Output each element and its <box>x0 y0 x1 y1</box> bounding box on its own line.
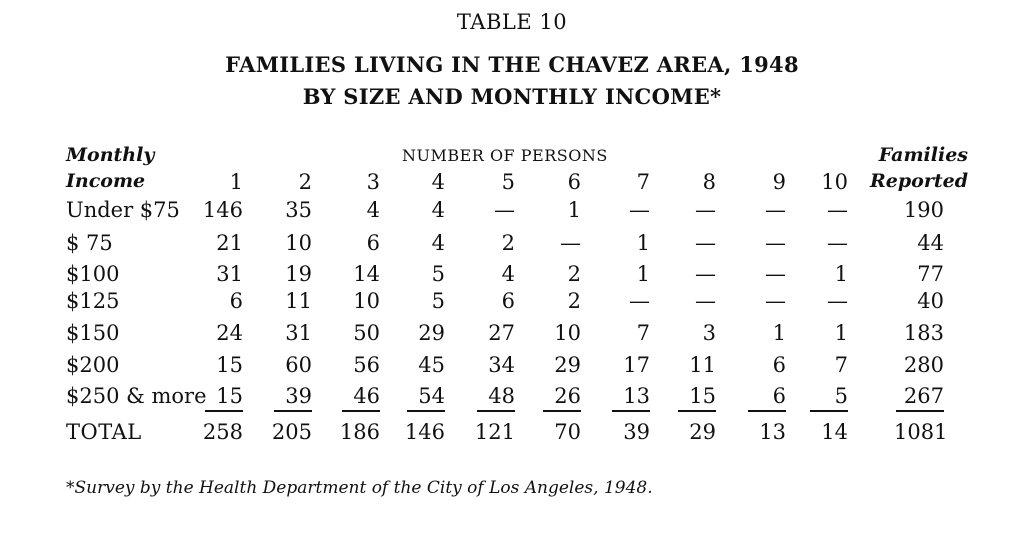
table-cell: — <box>695 289 716 313</box>
total-rule <box>748 410 786 412</box>
total-cell: 70 <box>554 420 581 444</box>
total-cell: 13 <box>759 420 786 444</box>
total-rule <box>543 410 581 412</box>
table-number: TABLE 10 <box>456 10 568 34</box>
table-cell: — <box>629 198 650 222</box>
column-header: 5 <box>501 170 515 194</box>
income-header-line2: Income <box>66 170 146 192</box>
table-cell: 26 <box>554 384 581 408</box>
total-rule <box>274 410 312 412</box>
reported-cell: 77 <box>917 262 944 286</box>
reported-cell: 40 <box>917 289 944 313</box>
table-cell: 6 <box>366 231 380 255</box>
row-label: $150 <box>66 321 120 345</box>
table-cell: 1 <box>636 231 650 255</box>
table-cell: 19 <box>285 262 312 286</box>
total-cell: 14 <box>821 420 848 444</box>
table-cell: 7 <box>834 353 848 377</box>
table-cell: — <box>827 289 848 313</box>
table-cell: 5 <box>834 384 848 408</box>
reported-header-line1: Families <box>878 144 968 166</box>
table-cell: — <box>695 262 716 286</box>
row-label: $ 75 <box>66 231 113 255</box>
income-header-line1: Monthly <box>66 144 155 166</box>
footnote: *Survey by the Health Department of the City of Los Angeles, 1948. <box>66 478 653 498</box>
row-label: $200 <box>66 353 120 377</box>
table-cell: 50 <box>353 321 380 345</box>
total-cell: 39 <box>623 420 650 444</box>
column-header: 7 <box>636 170 650 194</box>
table-cell: 4 <box>501 262 515 286</box>
table-cell: 13 <box>623 384 650 408</box>
table-title: FAMILIES LIVING IN THE CHAVEZ AREA, 1948 <box>225 52 799 77</box>
table-cell: 1 <box>636 262 650 286</box>
table-cell: 21 <box>216 231 243 255</box>
row-label: $100 <box>66 262 120 286</box>
reported-cell: 44 <box>917 231 944 255</box>
table-cell: 4 <box>431 231 445 255</box>
total-rule <box>342 410 380 412</box>
table-cell: 60 <box>285 353 312 377</box>
total-rule <box>678 410 716 412</box>
table-cell: 15 <box>689 384 716 408</box>
table-cell: 17 <box>623 353 650 377</box>
table-cell: 31 <box>285 321 312 345</box>
total-label: TOTAL <box>66 420 142 444</box>
table-cell: 6 <box>501 289 515 313</box>
table-cell: 6 <box>229 289 243 313</box>
column-header: 8 <box>702 170 716 194</box>
table-cell: 35 <box>285 198 312 222</box>
row-label: $250 & more <box>66 384 207 408</box>
table-cell: — <box>629 289 650 313</box>
column-header: 9 <box>772 170 786 194</box>
table-cell: 6 <box>772 353 786 377</box>
table-cell: 10 <box>285 231 312 255</box>
table-cell: 27 <box>488 321 515 345</box>
table-cell: — <box>695 231 716 255</box>
table-cell: 11 <box>285 289 312 313</box>
table-cell: 24 <box>216 321 243 345</box>
total-rule <box>407 410 445 412</box>
table-subtitle: BY SIZE AND MONTHLY INCOME* <box>302 84 722 109</box>
reported-cell: 280 <box>903 353 944 377</box>
table-cell: — <box>765 289 786 313</box>
table-cell: 15 <box>216 353 243 377</box>
column-header: 6 <box>567 170 581 194</box>
table-cell: 10 <box>554 321 581 345</box>
table-cell: — <box>827 198 848 222</box>
table-cell: — <box>494 198 515 222</box>
table-cell: 146 <box>202 198 243 222</box>
reported-header-line2: Reported <box>870 170 968 192</box>
table-cell: 6 <box>772 384 786 408</box>
table-cell: 29 <box>554 353 581 377</box>
table-cell: — <box>765 262 786 286</box>
total-cell: 205 <box>271 420 312 444</box>
table-cell: 4 <box>366 198 380 222</box>
table-cell: — <box>827 231 848 255</box>
reported-cell: 190 <box>903 198 944 222</box>
table-cell: 2 <box>567 262 581 286</box>
table-cell: 4 <box>431 198 445 222</box>
table-cell: 15 <box>216 384 243 408</box>
persons-header: NUMBER OF PERSONS <box>402 146 608 165</box>
column-header: 2 <box>298 170 312 194</box>
total-rule <box>477 410 515 412</box>
total-rule <box>612 410 650 412</box>
total-cell: 121 <box>474 420 515 444</box>
table-cell: 5 <box>431 262 445 286</box>
table-cell: 2 <box>501 231 515 255</box>
total-reported-cell: 1081 <box>894 420 948 444</box>
table-cell: — <box>765 231 786 255</box>
row-label: Under $75 <box>66 198 180 222</box>
table-cell: 1 <box>834 262 848 286</box>
total-rule <box>810 410 848 412</box>
column-header: 3 <box>366 170 380 194</box>
table-cell: 10 <box>353 289 380 313</box>
reported-cell: 267 <box>903 384 944 408</box>
total-cell: 146 <box>404 420 445 444</box>
table-cell: 3 <box>702 321 716 345</box>
table-cell: — <box>560 231 581 255</box>
total-rule <box>896 410 944 412</box>
row-label: $125 <box>66 289 120 313</box>
table-cell: 1 <box>834 321 848 345</box>
table-cell: 11 <box>689 353 716 377</box>
total-cell: 186 <box>339 420 380 444</box>
total-cell: 29 <box>689 420 716 444</box>
table-cell: 2 <box>567 289 581 313</box>
column-header: 1 <box>229 170 243 194</box>
table-cell: — <box>765 198 786 222</box>
table-cell: 29 <box>418 321 445 345</box>
table-cell: 5 <box>431 289 445 313</box>
table-cell: 56 <box>353 353 380 377</box>
reported-cell: 183 <box>903 321 944 345</box>
table-cell: — <box>695 198 716 222</box>
table-cell: 45 <box>418 353 445 377</box>
table-cell: 14 <box>353 262 380 286</box>
table-cell: 46 <box>353 384 380 408</box>
table-cell: 54 <box>418 384 445 408</box>
column-header: 4 <box>431 170 445 194</box>
total-rule <box>205 410 243 412</box>
table-cell: 7 <box>636 321 650 345</box>
table-cell: 1 <box>567 198 581 222</box>
table-cell: 48 <box>488 384 515 408</box>
table-cell: 1 <box>772 321 786 345</box>
column-header: 10 <box>821 170 848 194</box>
table-cell: 34 <box>488 353 515 377</box>
table-cell: 39 <box>285 384 312 408</box>
total-cell: 258 <box>202 420 243 444</box>
table-cell: 31 <box>216 262 243 286</box>
